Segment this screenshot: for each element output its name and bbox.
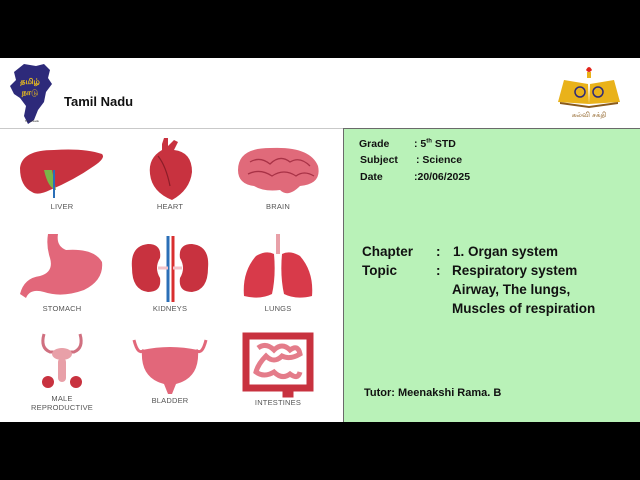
organ-label: BLADDER bbox=[151, 396, 189, 405]
organ-stomach bbox=[10, 232, 114, 313]
organ-heart bbox=[118, 136, 222, 211]
topic-sep: : bbox=[436, 263, 441, 278]
chapter-value: 1. Organ system bbox=[453, 244, 559, 259]
intestines-icon bbox=[230, 326, 326, 398]
organ-liver bbox=[10, 140, 114, 211]
topic-line-2: Airway, The lungs, bbox=[452, 282, 571, 297]
tamil-nadu-map-logo bbox=[6, 62, 58, 126]
bladder-icon bbox=[122, 334, 218, 396]
organ-label: LIVER bbox=[50, 202, 74, 211]
grade-number: 5 bbox=[420, 138, 427, 150]
grade-std: STD bbox=[434, 138, 456, 150]
grade-label: Grade bbox=[359, 138, 390, 150]
grade-value bbox=[414, 138, 456, 150]
organ-label: LUNGS bbox=[264, 304, 292, 313]
male-reproductive-icon bbox=[14, 328, 110, 394]
grade-ordinal: th bbox=[426, 138, 432, 145]
date-label: Date bbox=[360, 171, 383, 183]
tn-logo-caption: TamilNadu bbox=[24, 119, 40, 123]
slide bbox=[0, 58, 640, 422]
stomach-icon bbox=[14, 232, 110, 304]
organ-label: BRAIN bbox=[266, 202, 290, 211]
heart-icon bbox=[122, 136, 218, 202]
kalvi-sakthi-logo bbox=[550, 64, 628, 120]
organ-label: INTESTINES bbox=[254, 398, 302, 407]
organ-label: HEART bbox=[156, 202, 184, 211]
header bbox=[0, 58, 640, 128]
grade-sep: : bbox=[414, 138, 418, 150]
lungs-icon bbox=[230, 232, 326, 304]
tutor-name: Tutor: Meenakshi Rama. B bbox=[364, 387, 502, 399]
organ-bladder bbox=[118, 334, 222, 405]
brain-icon bbox=[230, 140, 326, 202]
info-panel bbox=[343, 128, 640, 422]
kidneys-icon bbox=[122, 232, 218, 304]
organ-grid bbox=[8, 136, 333, 420]
tn-logo-text-2: நாடு bbox=[21, 88, 39, 97]
topic-line-3: Muscles of respiration bbox=[452, 301, 596, 316]
organ-label: KIDNEYS bbox=[152, 304, 188, 313]
ks-logo-caption: கல்வி சக்தி bbox=[571, 111, 607, 119]
tn-logo-text-1: தமிழ் bbox=[20, 77, 40, 86]
subject-value: : Science bbox=[416, 154, 463, 166]
chapter-sep: : bbox=[436, 244, 441, 259]
organ-intestines bbox=[226, 326, 330, 407]
topic-label: Topic bbox=[362, 263, 397, 278]
organ-label: MALE REPRODUCTIVE bbox=[31, 394, 93, 412]
organ-brain bbox=[226, 140, 330, 211]
topic-line-1: Respiratory system bbox=[452, 263, 578, 278]
date-value: :20/06/2025 bbox=[414, 171, 471, 183]
chapter-label: Chapter bbox=[362, 244, 414, 259]
organ-male-reproductive bbox=[10, 328, 114, 412]
state-name: Tamil Nadu bbox=[64, 94, 134, 109]
organ-lungs bbox=[226, 232, 330, 313]
organ-label: STOMACH bbox=[42, 304, 82, 313]
liver-icon bbox=[14, 140, 110, 202]
organ-kidneys bbox=[118, 232, 222, 313]
subject-label: Subject bbox=[360, 154, 398, 166]
